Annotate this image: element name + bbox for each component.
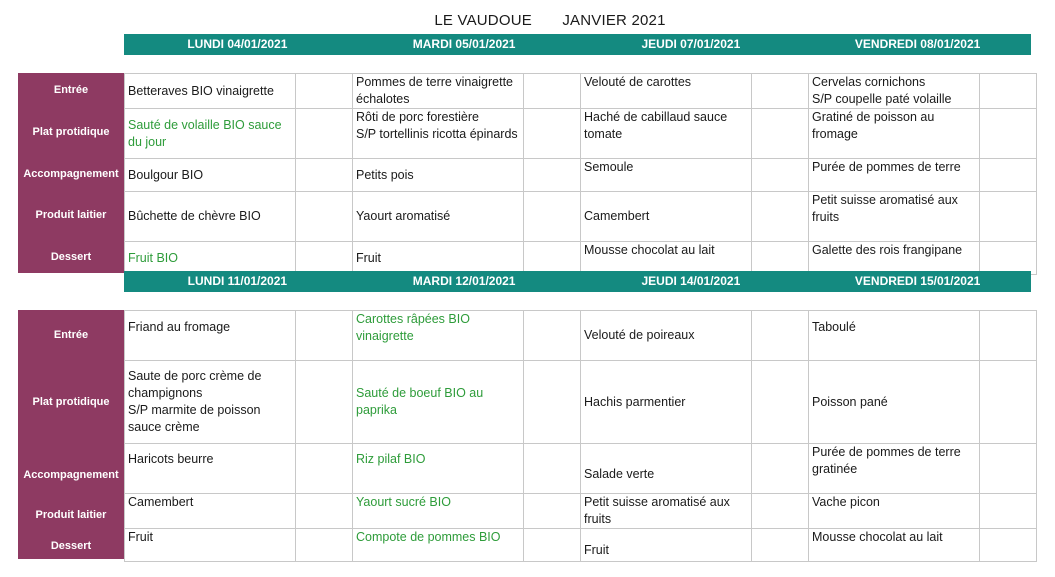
menu-title (0, 12, 1055, 29)
week2-day-header (124, 271, 1031, 292)
category-label: Plat protidique (32, 395, 110, 408)
day-header: JEUDI 07/01/2021 (641, 37, 741, 51)
table-row (125, 361, 1037, 444)
menu-cell: Yaourt aromatisé (353, 192, 524, 242)
category-label: Plat protidique (32, 126, 110, 138)
menu-cell: Vache picon (809, 494, 980, 529)
menu-cell: Velouté de carottes (581, 74, 752, 109)
menu-cell: Riz pilaf BIO (353, 444, 524, 494)
menu-cell: Mousse chocolat au lait (809, 529, 980, 562)
category-label: Produit laitier (35, 209, 107, 221)
menu-cell: Taboulé (809, 311, 980, 361)
menu-cell: Saute de porc crème de champignons S/P marmite de poisson sauce crème (125, 361, 296, 444)
menu-cell: Camembert (125, 494, 296, 529)
menu-cell: Purée de pommes de terre (809, 159, 980, 192)
category-label: Dessert (50, 250, 92, 263)
table-row (125, 192, 1037, 242)
menu-cell: Haricots beurre (125, 444, 296, 494)
menu-cell: Salade verte (581, 444, 752, 494)
table-row (125, 242, 1037, 275)
menu-cell: Velouté de poireaux (581, 311, 752, 361)
menu-cell: Rôti de porc forestière S/P tortellinis ricotta épinards (353, 109, 524, 159)
table-row (125, 494, 1037, 529)
table-row (125, 444, 1037, 494)
menu-cell: Fruit (581, 529, 752, 562)
menu-cell: Sauté de boeuf BIO au paprika (353, 361, 524, 444)
menu-cell: Carottes râpées BIO vinaigrette (353, 311, 524, 361)
category-label: Accompagnement (23, 469, 119, 481)
menu-cell: Boulgour BIO (125, 159, 296, 192)
day-header: MARDI 05/01/2021 (412, 37, 516, 51)
table-row (125, 529, 1037, 562)
category-label: Entrée (53, 84, 89, 96)
school-name: LE VAUDOUE (434, 12, 532, 29)
day-header: JEUDI 14/01/2021 (641, 274, 741, 288)
menu-cell: Petit suisse aromatisé aux fruits (581, 494, 752, 529)
menu-cell: Camembert (581, 192, 752, 242)
menu-cell: Haché de cabillaud sauce tomate (581, 109, 752, 159)
menu-cell: Yaourt sucré BIO (353, 494, 524, 529)
menu-cell: Galette des rois frangipane (809, 242, 980, 275)
menu-cell: Fruit (353, 242, 524, 275)
menu-cell: Cervelas cornichons S/P coupelle paté volaille (809, 74, 980, 109)
menu-cell: Friand au fromage (125, 311, 296, 361)
menu-cell: Fruit BIO (125, 242, 296, 275)
menu-cell: Betteraves BIO vinaigrette (125, 74, 296, 109)
menu-cell: Sauté de volaille BIO sauce du jour (125, 109, 296, 159)
day-header: VENDREDI 08/01/2021 (854, 37, 981, 51)
menu-cell: Petit suisse aromatisé aux fruits (809, 192, 980, 242)
week2-menu-table (124, 310, 1037, 562)
menu-cell: Bûchette de chèvre BIO (125, 192, 296, 242)
week1-category-sidebar (18, 73, 124, 273)
menu-cell: Purée de pommes de terre gratinée (809, 444, 980, 494)
category-label: Entrée (53, 329, 89, 341)
day-header: LUNDI 11/01/2021 (187, 274, 288, 288)
category-label: Dessert (50, 539, 92, 552)
menu-cell: Poisson pané (809, 361, 980, 444)
menu-cell: Compote de pommes BIO (353, 529, 524, 562)
menu-cell: Hachis parmentier (581, 361, 752, 444)
menu-cell: Fruit (125, 529, 296, 562)
menu-cell: Semoule (581, 159, 752, 192)
menu-cell: Pommes de terre vinaigrette échalotes (353, 74, 524, 109)
menu-cell: Gratiné de poisson au fromage (809, 109, 980, 159)
category-label: Produit laitier (35, 508, 107, 521)
week1-day-header (124, 34, 1031, 55)
table-row (125, 311, 1037, 361)
table-row (125, 159, 1037, 192)
table-row (125, 74, 1037, 109)
menu-month: JANVIER 2021 (562, 12, 666, 29)
week2-category-sidebar (18, 310, 124, 559)
category-label: Accompagnement (23, 167, 119, 180)
menu-cell: Mousse chocolat au lait (581, 242, 752, 275)
day-header: VENDREDI 15/01/2021 (854, 274, 981, 288)
week1-menu-table (124, 73, 1037, 275)
table-row (125, 109, 1037, 159)
day-header: MARDI 12/01/2021 (412, 274, 516, 288)
day-header: LUNDI 04/01/2021 (187, 37, 288, 51)
menu-cell: Petits pois (353, 159, 524, 192)
